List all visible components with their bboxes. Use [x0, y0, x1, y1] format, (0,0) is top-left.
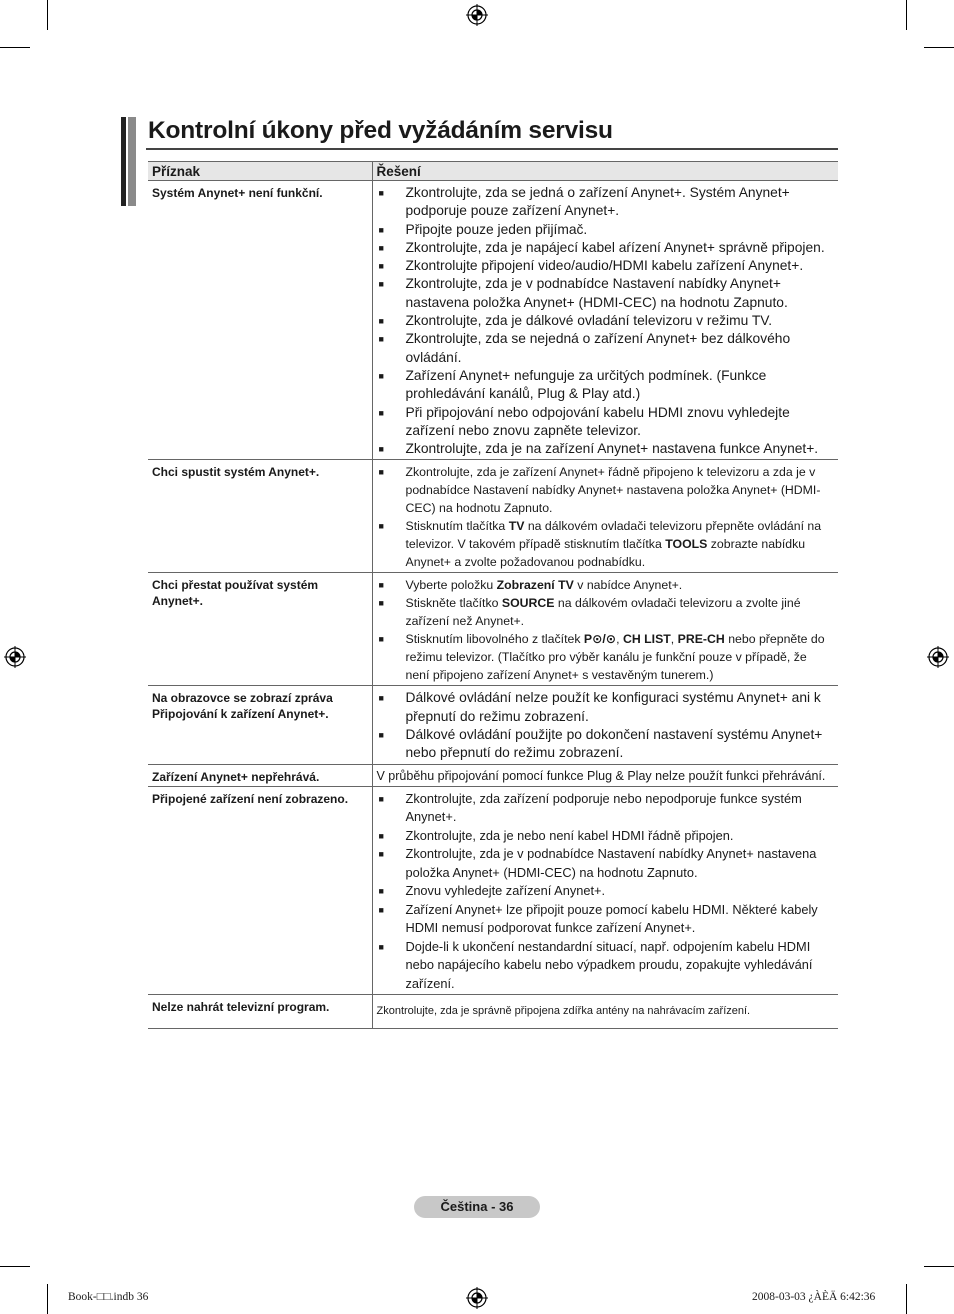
square-bullet-icon: ■: [378, 904, 384, 915]
solution-list: [377, 463, 835, 571]
square-bullet-icon: ■: [378, 941, 384, 952]
solution-text: Zkontrolujte, zda je napájecí kabel aŕízení Anynet+ správně připojen.: [405, 239, 825, 255]
symptom-cell: Nelze nahrát televizní program.: [148, 995, 372, 1029]
symptom-cell: Chci spustit systém Anynet+.: [148, 460, 372, 573]
list-item: [377, 312, 835, 330]
symptom-cell: Zařízení Anynet+ nepřehrává.: [148, 764, 372, 786]
button-name-text: SOURCE: [501, 596, 555, 611]
list-item: [377, 576, 835, 594]
registration-mark-icon: [927, 646, 949, 668]
symptom-cell: Systém Anynet+ není funkční.: [148, 181, 372, 460]
crop-mark: [0, 47, 30, 48]
list-item: [377, 938, 835, 994]
solution-text: nebo přepněte do režimu televizor. (Tlačítko pro výběr kanálu je funkční pouze v případě, že není připojeno zařízení Anynet+ s vestavěným tunerem.): [405, 632, 825, 683]
title-rule: [146, 148, 838, 150]
solution-text: Zkontrolujte, zda zařízení podporuje nebo nepodporuje funkce systém Anynet+.: [405, 790, 802, 825]
solution-cell: [372, 573, 838, 686]
list-item: [377, 239, 835, 257]
header-symptom: Příznak: [148, 162, 372, 181]
footer-timestamp: 2008-03-03 ¿ÀÈÄ 6:42:36: [752, 1291, 876, 1303]
registration-mark-icon: [466, 1287, 488, 1309]
solution-text: Dálkové ovládání použijte po dokončení nastavení systému Anynet+ nebo přepnutí do režimu zobrazení.: [405, 727, 823, 761]
table-row: [148, 786, 838, 995]
square-bullet-icon: ■: [378, 316, 384, 327]
list-item: [377, 257, 835, 275]
list-item: [377, 463, 835, 517]
solution-text: Při připojování nebo odpojování kabelu HDMI znovu vyhledejte zařízení nebo znovu zapněte televizor.: [405, 404, 790, 438]
solution-text: Zkontrolujte, zda je zařízení Anynet+ řádně připojeno k televizoru a zda je v podnabídce Nastavení nabídky Anynet+ nastavena položka Anynet+ (HDMI-CEC) na hodnotu Zapnuto.: [405, 465, 821, 516]
list-item: [377, 517, 835, 571]
list-item: [377, 221, 835, 239]
registration-mark-icon: [4, 646, 26, 668]
crop-mark: [906, 0, 907, 30]
list-item: [377, 901, 835, 938]
registration-mark-icon: [466, 4, 488, 26]
button-name-text: P⊙/⊙: [583, 632, 617, 647]
list-item: [377, 404, 835, 441]
table-body: [148, 181, 838, 1029]
button-name-text: TOOLS: [665, 537, 708, 552]
square-bullet-icon: ■: [378, 730, 384, 741]
square-bullet-icon: ■: [378, 521, 384, 532]
square-bullet-icon: ■: [378, 261, 384, 272]
list-item: [377, 845, 835, 882]
symptom-cell: Připojené zařízení není zobrazeno.: [148, 786, 372, 995]
solution-text: Zkontrolujte, zda je nebo není kabel HDMI řádně připojen.: [405, 827, 734, 843]
button-name-text: TV: [508, 519, 525, 534]
troubleshooting-table: [148, 161, 838, 1029]
page-number-badge: Čeština - 36: [414, 1196, 540, 1218]
list-item: [377, 440, 835, 458]
solution-text: Zkontrolujte, zda je v podnabídce Nastavení nabídky Anynet+ nastavena položka Anynet+ (HDMI-CEC) na hodnotu Zapnuto.: [405, 846, 817, 880]
solution-text: v nabídce Anynet+.: [573, 578, 683, 593]
solution-cell: Zkontrolujte, zda je správně připojena zdířka antény na nahrávacím zařízení.: [372, 995, 838, 1029]
solution-text: Stiskněte tlačítko: [405, 596, 502, 611]
table-row: [148, 995, 838, 1029]
solution-text: Vyberte položku: [405, 578, 497, 593]
list-item: [377, 184, 835, 221]
solution-list: [377, 576, 835, 684]
table-row: [148, 181, 838, 460]
square-bullet-icon: ■: [378, 242, 384, 253]
square-bullet-icon: ■: [378, 279, 384, 290]
list-item: [377, 689, 835, 726]
table-row: [148, 686, 838, 764]
symptom-cell: Chci přestat používat systém Anynet+.: [148, 573, 372, 686]
crop-mark: [924, 47, 954, 48]
list-item: [377, 882, 835, 901]
page-title: Kontrolní úkony před vyžádáním servisu: [148, 117, 613, 144]
solution-cell: [372, 686, 838, 764]
list-item: [377, 726, 835, 763]
crop-mark: [47, 1284, 48, 1314]
table-row: [148, 764, 838, 786]
solution-text: Zařízení Anynet+ lze připojit pouze pomocí kabelu HDMI. Některé kabely HDMI nemusí podporovat funkce zařízení Anynet+.: [405, 901, 818, 936]
header-solution: Řešení: [372, 162, 838, 181]
crop-mark: [906, 1284, 907, 1314]
square-bullet-icon: ■: [378, 224, 384, 235]
list-item: [377, 367, 835, 404]
button-name-text: Zobrazení TV: [496, 578, 574, 593]
crop-mark: [924, 1266, 954, 1267]
table-row: [148, 460, 838, 573]
list-item: [377, 330, 835, 367]
square-bullet-icon: ■: [378, 407, 384, 418]
solution-cell: V průběhu připojování pomocí funkce Plug & Play nelze použít funkci přehrávání.: [372, 764, 838, 786]
solution-text: Zkontrolujte, zda se jedná o zařízení Anynet+. Systém Anynet+ podporuje pouze zařízení Anynet+.: [405, 185, 790, 219]
square-bullet-icon: ■: [378, 830, 384, 841]
title-decoration: [121, 117, 136, 206]
symptom-cell: Na obrazovce se zobrazí zpráva Připojování k zařízení Anynet+.: [148, 686, 372, 764]
list-item: [377, 594, 835, 630]
solution-text: Připojte pouze jeden přijímač.: [405, 221, 588, 237]
square-bullet-icon: ■: [378, 598, 384, 609]
solution-text: Zkontrolujte, zda je na zařízení Anynet+ nastavena funkce Anynet+.: [405, 441, 819, 457]
table-row: [148, 573, 838, 686]
square-bullet-icon: ■: [378, 793, 384, 804]
square-bullet-icon: ■: [378, 334, 384, 345]
solution-text: Zařízení Anynet+ nefunguje za určitých podmínek. (Funkce prohledávání kanálů, Plug & Play atd.): [405, 367, 767, 402]
square-bullet-icon: ■: [378, 444, 384, 455]
crop-mark: [0, 1266, 30, 1267]
list-item: [377, 790, 835, 827]
square-bullet-icon: ■: [378, 634, 384, 645]
square-bullet-icon: ■: [378, 370, 384, 381]
square-bullet-icon: ■: [378, 849, 384, 860]
solution-text: Stisknutím libovolného z tlačítek: [405, 632, 584, 647]
list-item: [377, 275, 835, 312]
solution-cell: [372, 786, 838, 995]
crop-mark: [47, 0, 48, 30]
solution-list: [377, 689, 835, 762]
button-name-text: CH LIST: [622, 632, 671, 647]
table-header-row: [148, 162, 838, 181]
square-bullet-icon: ■: [378, 188, 384, 198]
solution-text: na dálkovém ovladači televizoru a zvolte jiné zařízení než Anynet+.: [405, 596, 801, 629]
solution-cell: [372, 460, 838, 573]
solution-text: Dálkové ovládání nelze použít ke konfiguraci systému Anynet+ ani k přepnutí do režimu zobrazení.: [405, 690, 821, 724]
solution-text: ,: [670, 632, 678, 647]
solution-text: ,: [616, 632, 623, 647]
list-item: [377, 827, 835, 846]
solution-text: Stisknutím tlačítka: [405, 519, 509, 534]
solution-text: Zkontrolujte, zda je dálkové ovladání televizoru v režimu TV.: [405, 313, 773, 329]
square-bullet-icon: ■: [378, 467, 384, 478]
solution-text: Zkontrolujte připojení video/audio/HDMI kabelu zařízení Anynet+.: [405, 258, 804, 274]
solution-text: zobrazte nabídku Anynet+ a zvolte požadovanou podnabídku.: [405, 537, 806, 570]
solution-text: Zkontrolujte, zda je v podnabídce Nastavení nabídky Anynet+ nastavena položka Anynet+ (HDMI-CEC) na hodnotu Zapnuto.: [405, 276, 788, 310]
square-bullet-icon: ■: [378, 886, 384, 897]
square-bullet-icon: ■: [378, 693, 384, 704]
solution-text: Dojde-li k ukončení nestandardní situací, např. odpojením kabelu HDMI nebo napájecího kabelu nebo výpadkem proudu, zopakujte vyhledávání zařízení.: [405, 938, 813, 991]
solution-cell: [372, 181, 838, 460]
solution-text: Znovu vyhledejte zařízení Anynet+.: [405, 883, 606, 899]
square-bullet-icon: ■: [378, 580, 384, 591]
button-name-text: PRE-CH: [677, 632, 725, 647]
solution-text: Zkontrolujte, zda se nejedná o zařízení Anynet+ bez dálkového ovládání.: [405, 331, 791, 365]
footer-file-info: Book-□□.indb 36: [68, 1291, 149, 1303]
solution-text: na dálkovém ovladači televizoru přepněte ovládání na televizor. V takovém případě stisknutím tlačítka: [405, 519, 822, 552]
solution-list: [377, 184, 835, 458]
list-item: [377, 630, 835, 684]
solution-list: [377, 790, 835, 994]
